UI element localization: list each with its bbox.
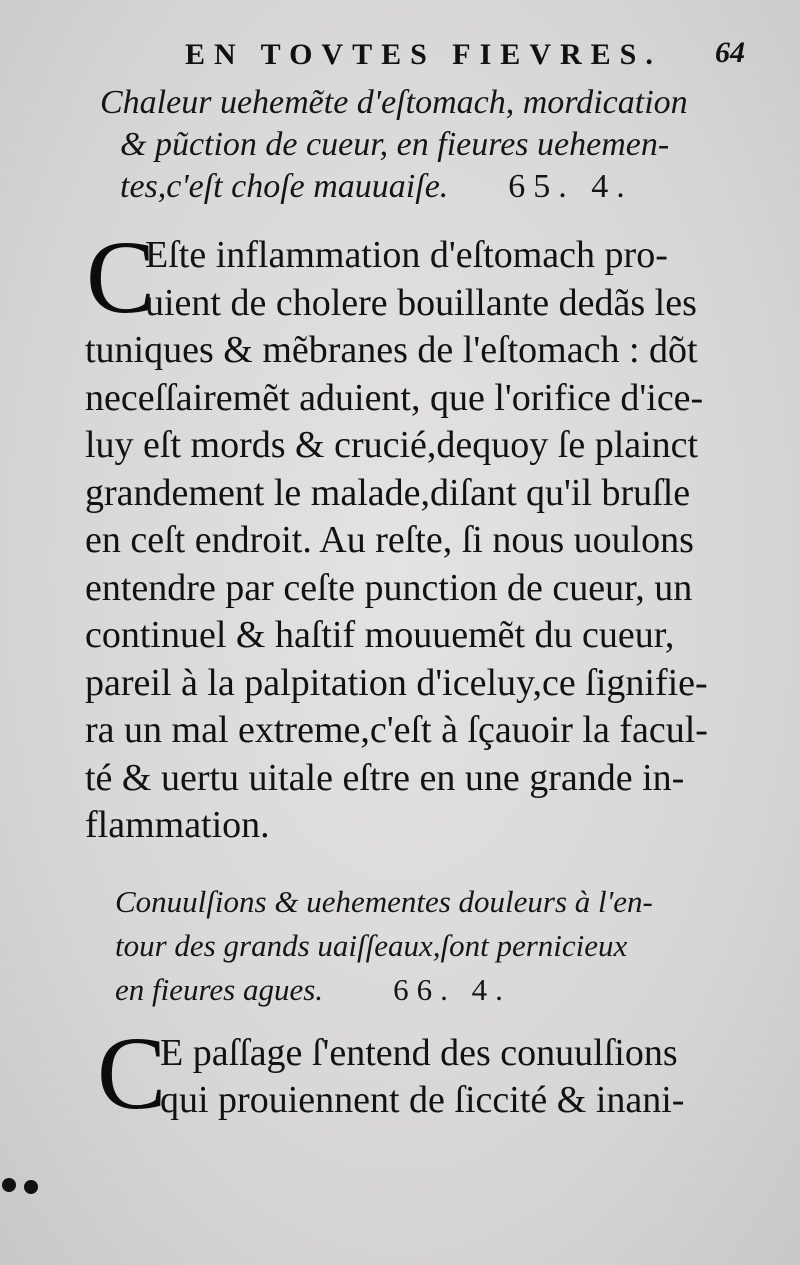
- drop-capital: C: [97, 1016, 167, 1131]
- aphorism-line: en fieures agues. 66. 4.: [115, 968, 775, 1012]
- commentary-line: luy eſt mords & crucié,dequoy ſe plainct: [85, 424, 699, 466]
- aphorism-line: & pũction de cueur, en fieures uehemen-: [120, 126, 670, 163]
- commentary-line: neceſſairemẽt aduient, que l'orifice d'ice-: [85, 376, 704, 419]
- aphorism-66: [115, 880, 775, 1012]
- commentary-66: [100, 1030, 780, 1124]
- ink-dot: [2, 1178, 16, 1192]
- aphorism-reference: 66. 4.: [393, 972, 511, 1007]
- commentary-line: uient de cholere bouillante dedãs les: [145, 281, 697, 324]
- aphorism-line: Chaleur uehemẽte d'eſtomach, mordication: [100, 84, 688, 121]
- aphorism-line: Conuulſions & uehementes douleurs à l'en-: [115, 884, 653, 919]
- commentary-line: tuniques & mẽbranes de l'eſtomach : dõt: [85, 329, 698, 371]
- commentary-line: grandement le malade,diſant qu'il bruſle: [85, 471, 691, 514]
- drop-capital: C: [86, 220, 156, 335]
- commentary-line: continuel & haſtif mouuemẽt du cueur,: [85, 614, 675, 656]
- page-number: 64: [715, 36, 745, 69]
- commentary-line: pareil à la palpitation d'iceluy,ce ſignifie-: [85, 661, 708, 704]
- aphorism-65: [100, 82, 760, 208]
- commentary-line: Eſte inflammation d'eſtomach pro-: [145, 234, 668, 276]
- aphorism-reference: 65. 4.: [508, 168, 633, 205]
- commentary-line: entendre par ceſte punction de cueur, un: [85, 566, 693, 609]
- ink-dot: [24, 1180, 38, 1194]
- commentary-line: E paſſage ſ'entend des conuulſions: [160, 1032, 678, 1074]
- running-header: [185, 38, 745, 78]
- commentary-line: té & uertu uitale eſtre en une grande in-: [85, 756, 685, 799]
- commentary-line: en ceſt endroit. Au reſte, ſi nous uoulons: [85, 519, 694, 561]
- aphorism-line: tour des grands uaiſſeaux,ſont pernicieux: [115, 928, 628, 963]
- ink-marks: [0, 1170, 60, 1200]
- commentary-line: ra un mal extreme,c'eſt à ſçauoir la facul-: [85, 709, 708, 751]
- commentary-line: flammation.: [85, 804, 270, 846]
- aphorism-line: tes,c'eſt choſe mauuaiſe. 65. 4.: [100, 166, 760, 208]
- running-title: EN TOVTES FIEVRES.: [185, 38, 662, 71]
- commentary-65: [85, 232, 775, 850]
- commentary-line: qui prouiennent de ſiccité & inani-: [160, 1079, 685, 1121]
